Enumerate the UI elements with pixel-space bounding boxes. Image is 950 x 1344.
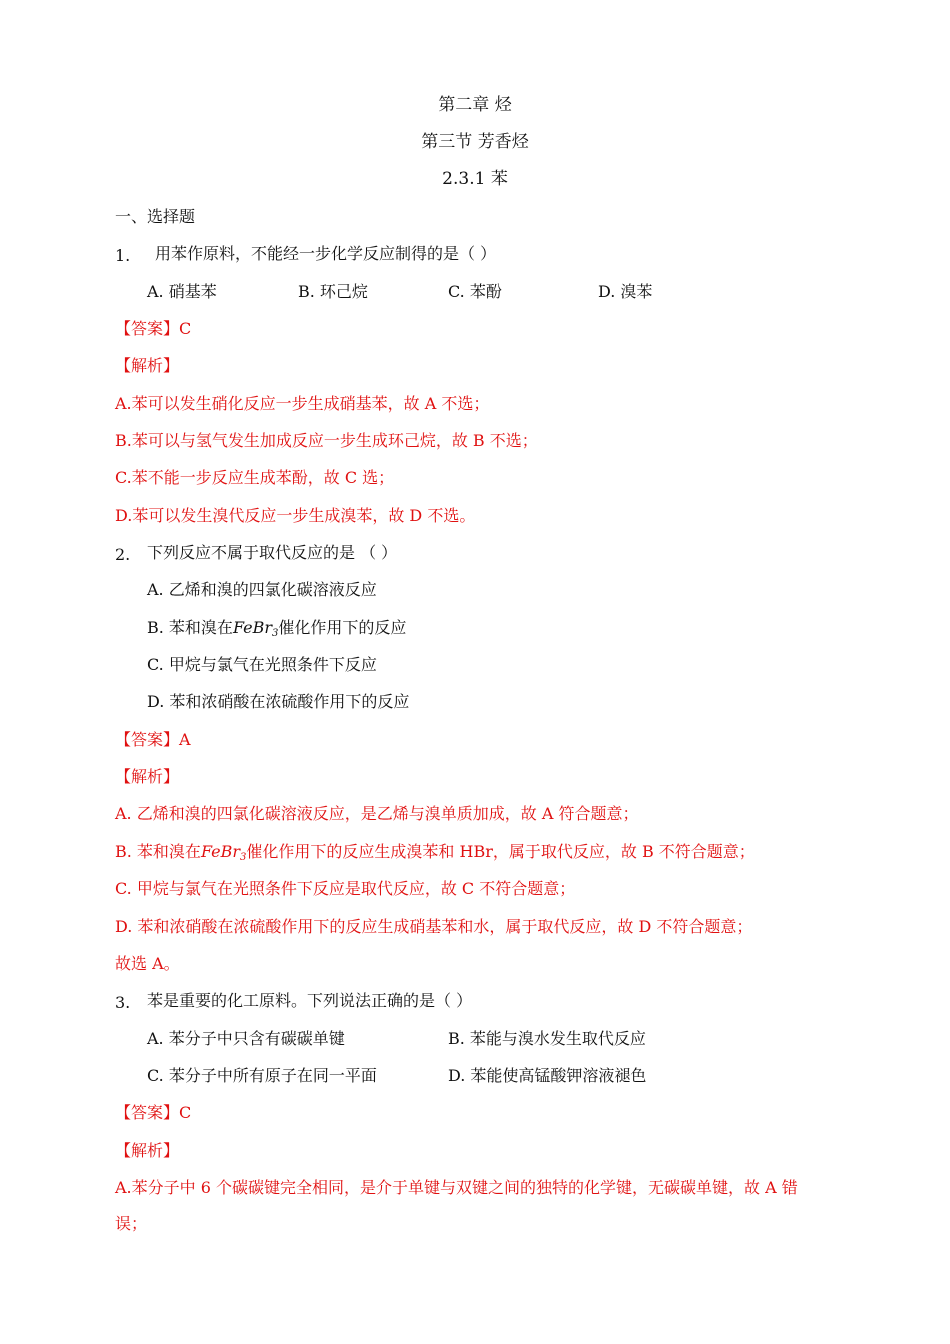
chapter-title: 第二章 烃 [438, 95, 512, 115]
question-2-option-c: C. 甲烷与氯气在光照条件下反应 [147, 655, 377, 674]
question-2-analysis-b [115, 841, 755, 869]
question-3-option-c: C. 苯分子中所有原子在同一平面 [147, 1066, 377, 1085]
question-1-number: 1. [115, 246, 131, 265]
answer-label: 【答案】 [115, 730, 180, 749]
question-1-analysis-b: B.苯可以与氢气发生加成反应一步生成环己烷，故 B 不选； [115, 431, 538, 450]
formula-febr3: FeBr$_3$ [200, 842, 247, 863]
option-b-lead: B. 苯和溴在 [147, 618, 233, 637]
answer-label: 【答案】 [115, 319, 180, 338]
question-2-option-b [147, 617, 406, 645]
question-2-option-a: A. 乙烯和溴的四氯化碳溶液反应 [147, 580, 377, 599]
analysis-b-lead: B. 苯和溴在 [115, 842, 201, 861]
question-2-analysis-label: 【解析】 [115, 767, 180, 786]
question-2-conclusion: 故选 A。 [115, 954, 180, 973]
question-2-answer [115, 729, 191, 751]
question-3-analysis-label: 【解析】 [115, 1141, 180, 1160]
question-3-answer [115, 1102, 191, 1124]
question-3-number: 3. [115, 993, 131, 1012]
analysis-b-tail: 催化作用下的反应生成溴苯和 HBr，属于取代反应，故 B 不符合题意； [246, 842, 755, 861]
question-3-analysis-a: A.苯分子中 6 个碳碳键完全相同，是介于单键与双键之间的独特的化学键，无碳碳单键，故 A 错 [115, 1178, 798, 1197]
answer-value: C [179, 319, 192, 338]
question-2-analysis-c: C. 甲烷与氯气在光照条件下反应是取代反应，故 C 不符合题意； [115, 879, 576, 898]
question-2-number: 2. [115, 545, 131, 564]
option-b-tail: 催化作用下的反应 [278, 618, 407, 637]
question-1-option-b: B. 环己烷 [298, 282, 368, 301]
answer-value: C [179, 1103, 192, 1122]
question-1-analysis-c: C.苯不能一步反应生成苯酚，故 C 选； [115, 468, 395, 487]
question-2-option-d: D. 苯和浓硝酸在浓硫酸作用下的反应 [147, 692, 410, 711]
question-1-analysis-label: 【解析】 [115, 356, 180, 375]
question-1-answer [115, 318, 191, 340]
question-3-option-a: A. 苯分子中只含有碳碳单键 [147, 1029, 345, 1048]
question-1-option-c: C. 苯酚 [448, 282, 502, 301]
question-3-option-b: B. 苯能与溴水发生取代反应 [448, 1029, 646, 1048]
subsection-title: 2.3.1 苯 [442, 169, 508, 189]
question-1-option-a: A. 硝基苯 [147, 282, 217, 301]
question-1-option-d: D. 溴苯 [598, 282, 653, 301]
question-1-analysis-a: A.苯可以发生硝化反应一步生成硝基苯，故 A 不选； [115, 394, 490, 413]
part-title: 一、选择题 [115, 207, 196, 226]
question-2-analysis-a: A. 乙烯和溴的四氯化碳溶液反应，是乙烯与溴单质加成，故 A 符合题意； [115, 804, 639, 823]
answer-value: A [179, 730, 191, 749]
question-2-analysis-d: D. 苯和浓硝酸在浓硫酸作用下的反应生成硝基苯和水，属于取代反应，故 D 不符合题意； [115, 917, 753, 936]
section-title: 第三节 芳香烃 [421, 132, 529, 152]
formula-febr3: FeBr$_3$ [232, 618, 279, 639]
question-1-analysis-d: D.苯可以发生溴代反应一步生成溴苯，故 D 不选。 [115, 506, 476, 525]
question-2-stem: 下列反应不属于取代反应的是 （ ） [147, 543, 398, 562]
question-1-stem: 用苯作原料，不能经一步化学反应制得的是（ ） [155, 244, 497, 263]
question-3-analysis-a-cont: 误； [115, 1214, 148, 1233]
question-3-option-d: D. 苯能使高锰酸钾溶液褪色 [448, 1066, 647, 1085]
answer-label: 【答案】 [115, 1103, 180, 1122]
question-3-stem: 苯是重要的化工原料。下列说法正确的是（ ） [147, 991, 473, 1010]
